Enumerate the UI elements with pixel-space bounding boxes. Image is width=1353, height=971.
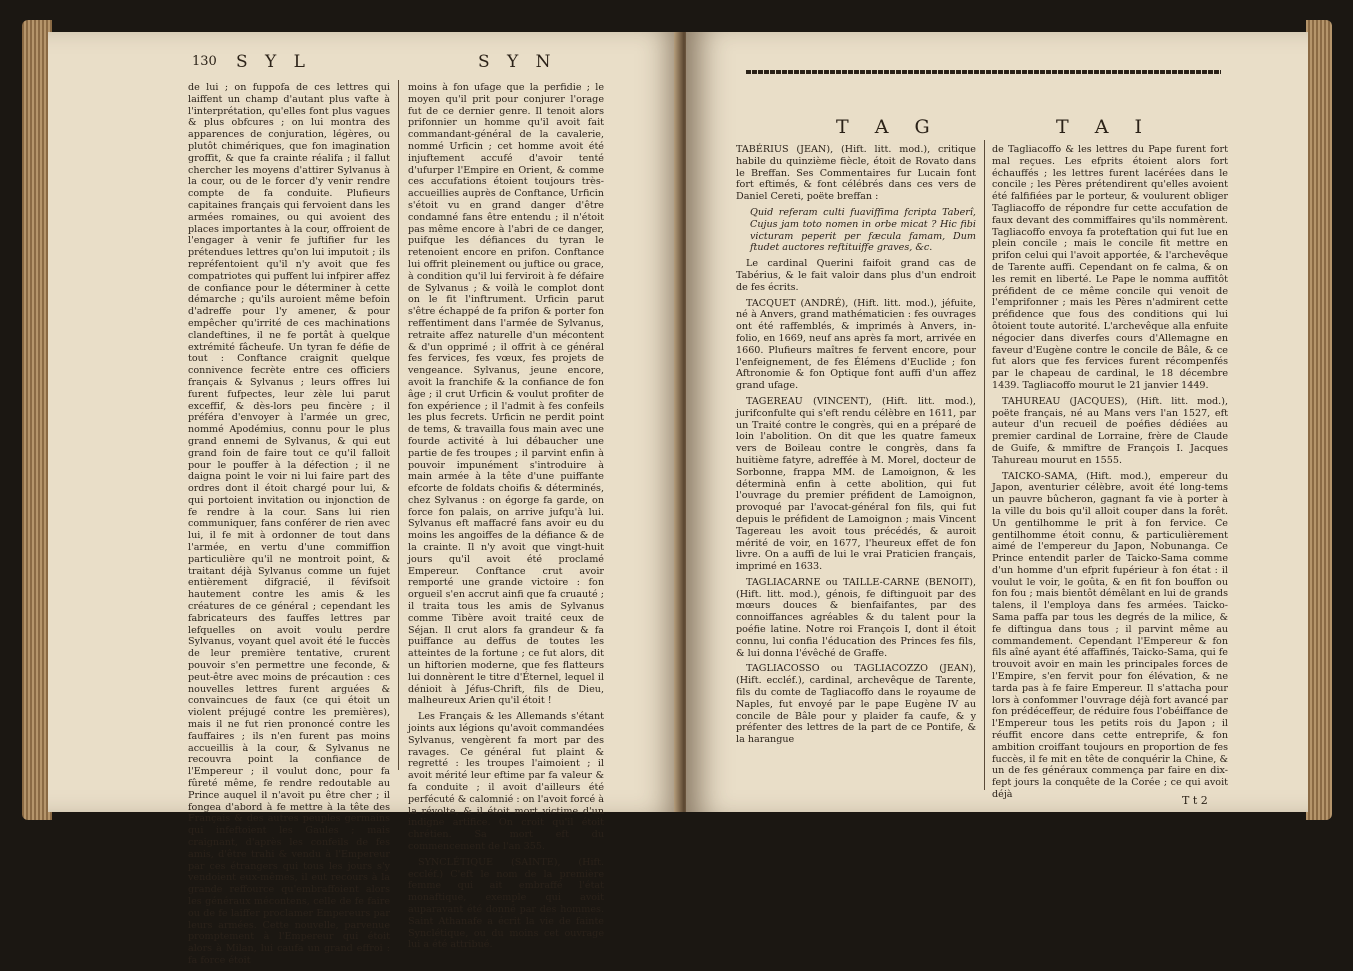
- signature-mark: T t 2: [1182, 794, 1208, 807]
- entry-tagliacarne: TAGLIACARNE ou TAILLE-CARNE (BENOIT), (Hift. litt. mod.), génois, fe diftinguoit par des mœurs douces & bienfaifantes, par des connoiffances agréables & du talent pour la poéfie latine. Notre roi François I, dont il étoit connu, lui confia l'éducation des Princes fes fils, & lui donna l'évêché de Graffe.: [736, 576, 976, 659]
- column-divider: [984, 140, 985, 790]
- paragraph: moins à fon ufage que la perfidie ; le moyen qu'il prit pour conjurer l'orage fut de ce dernier genre. Il tenoit alors prifonnier un homme qu'il avoit fait commandant-général de la cavalerie, nommé Urficin ; cet homme avoit été injuftement accufé d'avoir tenté d'ufurper l'Empire en Orient, & comme ces accufations étoient toujours très-accueillies auprès de Conftance, Urficin s'étoit vu en grand danger d'être condamné fans être entendu ; il n'étoit pas même encore à l'abri de ce danger, puifque les défiances du tyran le retenoient encore en prifon. Conftance lui offrit pleinement ou juftice ou grace, à condition qu'il lui ferviroit à fe défaire de Sylvanus ; & voilà le complot dont on le fit l'inftrument. Urficin parut s'être échappé de fa prifon & porter fon reffentiment dans l'armée de Sylvanus, retraite affez naturelle d'un mécontent & d'un opprimé ; il offrit à ce général fes fervices, fes vœux, fes projets de vengeance. Sylvanus, jeune encore, avoit la franchife & la confiance de fon âge ; il crut Urficin & voulut profiter de fon expérience ; il l'admit à fes confeils les plus fecrets. Urficin ne perdit point de tems, & travailla fous main avec une fourde activité à lui débaucher une partie de fes troupes ; il parvint enfin à pouvoir impunément s'introduire à main armée à la tête d'une puiffante efcorte de foldats choifis & déterminés, chez Sylvanus : on égorge fa garde, on force fon palais, on arrive jufqu'à lui. Sylvanus eft maffacré fans avoir eu du moins les angoiffes de la défiance & de la crainte. Il n'y avoit que vingt-huit jours qu'il avoit été proclamé Empereur. Conftance crut avoir remporté une grande victoire : fon orgueil s'en accrut ainfi que fa cruauté ; il traita tous les amis de Sylvanus comme Tibère avoit traité ceux de Séjan. Il crut alors fa grandeur & fa puiffance au deffus de toutes les atteintes de la fortune ; ce fut alors, dit un hiftorien moderne, que fes flatteurs lui donnèrent le titre d'Éternel, lequel il dénioit à Jéfus-Chrift, fils de Dieu, malheureux Arien qu'il étoit !: [408, 82, 604, 707]
- paragraph: de Tagliacoffo & les lettres du Pape furent fort mal reçues. Les efprits étoient alors fort échauffés ; les lettres furent lacérées dans le concile ; les Pères prétendirent qu'elles avoient été falfifiées par le porteur, & voulurent obliger Tagliacoffo de répondre fur cette accufation de faux devant des commiffaires qu'ils nommèrent. Tagliacoffo envoya fa proteftation qui fut lue en plein concile ; mais le concile fit mettre en prifon celui qui l'avoit apportée, & l'archevêque de Tarente auffi. Cependant on fe calma, & on les remit en liberté. Le Pape le nomma auffitôt préfident de ce même concile qui venoit de l'emprifonner ; mais les Pères n'admirent cette préfidence que fous des conditions qui lui ôtoient toute autorité. L'archevêque alla enfuite négocier dans diverfes cours d'Allemagne en faveur d'Eugène contre le concile de Bâle, & ce fut alors que fes fervices furent récompenfés par le chapeau de cardinal, le 18 décembre 1439. Tagliacoffo mourut le 21 janvier 1449.: [992, 144, 1228, 391]
- header-rule: [746, 70, 1221, 74]
- entry-tagliacosso: TAGLIACOSSO ou TAGLIACOZZO (JEAN), (Hift. eccléf.), cardinal, archevêque de Tarente, fils du comte de Tagliacoffo dans le royaume de Naples, fut envoyé par le pape Eugène IV au concile de Bâle pour y plaider fa caufe, & y préfenter des lettres de la part de ce Pontife, & la harangue: [736, 663, 976, 746]
- right-page-column-1: [736, 144, 976, 750]
- open-book: [22, 12, 1332, 966]
- heading-tag: T A G: [836, 116, 940, 138]
- entry-tagereau: TAGEREAU (VINCENT), (Hift. litt. mod.), jurifconfulte qui s'eft rendu célèbre en 1611, par un Traité contre le congrès, qui en a préparé de loin l'abolition. On dit que les quatre fameux vers de Boileau contre le congrès, dans fa huitième fatyre, adreffée à M. Morel, docteur de Sorbonne, frappa MM. de Lamoignon, & les déterminà enfin à cette abolition, qui fut l'ouvrage du premier préfident de Lamoignon, provoqué par l'avocat-général fon fils, qui fut depuis le préfident de Lamoignon ; mais Vincent Tagereau les avoit tous précédés, & auroit mérité de voir, en 1677, l'heureux effet de fon livre. On a auffi de lui le vrai Praticien français, imprimé en 1633.: [736, 395, 976, 573]
- entry-synclétique: SYNCLÉTIQUE (SAINTE), (Hift. eccléf.) C'eft le nom de la première femme qui ait embraffé l'état monaftique, exemple qui avoit auparavant été donné par des hommes. Saint Athanafe a écrit la vie de fainte Synclétique, ou du moins cet ouvrage lui a été attribué.: [408, 856, 604, 951]
- column-divider: [398, 80, 399, 770]
- right-page-column-2: [992, 144, 1228, 805]
- entry-taberius: TABÉRIUS (JEAN), (Hift. litt. mod.), critique habile du quinzième fiècle, étoit de Rovato dans le Breffan. Ses Commentaires fur Lucain font fort eftimés, & font célébrés dans ces vers de Daniel Cereti, poëte breffan :: [736, 144, 976, 203]
- left-page: [48, 32, 684, 966]
- running-head-right: S Y N: [478, 52, 557, 72]
- entry-taicko-sama: TAICKO-SAMA, (Hift. mod.), empereur du Japon, aventurier célèbre, avoit été long-tems un pauvre bûcheron, gagnant fa vie à porter à la ville du bois qu'il alloit couper dans la forêt. Un gentilhomme le prit à fon fervice. Ce gentilhomme étoit connu, & particulièrement aimé de l'empereur du Japon, Nobunanga. Ce Prince entendit parler de Taicko-Sama comme d'un homme d'un efprit fupérieur à fon état : il voulut le voir, le goûta, & en fit fon bouffon ou fon fou ; mais bientôt démêlant en lui de grands talens, il l'employa dans fes armées. Taicko-Sama paffa par tous les degrés de la milice, & fe diftingua dans tous ; il parvint même au commandement. Cependant l'Empereur & fon fils aîné ayant été affaffinés, Taicko-Sama, qui fe trouvoit avoir en main les principales forces de l'Empire, s'en fervit pour fon élévation, & ne tarda pas à fe faire Empereur. Il s'attacha pour lors à confommer l'ouvrage déjà fort avancé par fon prédéceffeur, de réduire fous l'obéiffance de l'Empereur tous les petits rois du Japon ; il réuffit encore dans cette entreprife, & fon ambition croiffant toujours en proportion de fes fuccès, il fe mit en tête de conquérir la Chine, & un de fes généraux commença par faire en dix-fept jours la conquête de la Corée ; ce qui avoit déjà: [992, 470, 1228, 801]
- latin-verse: Quid referam culti fuaviffima fcripta Taberî, Cujus jam toto nomen in orbe micat ? Hic fibi victuram peperit per fæcula famam, Dum ftudet auctores reftituiffe graves, &c.: [750, 206, 976, 254]
- running-head-left: S Y L: [236, 52, 311, 72]
- left-page-column-1: [188, 82, 390, 971]
- right-page-edges: [1306, 20, 1332, 820]
- right-page: [686, 32, 1308, 812]
- heading-tai: T A I: [1056, 116, 1152, 138]
- paragraph: Les Français & les Allemands s'étant joints aux légions qu'avoit commandées Sylvanus, vengèrent fa mort par des ravages. Ce général fut plaint & regretté : les troupes l'aimoient ; il avoit mérité leur eftime par fa valeur & fa conduite ; il avoit d'ailleurs été perfécuté & calomnié : on l'avoit forcé à la révolte, & il étoit mort victime d'un indigne artifice. On croit qu'il étoit chrétien. Sa mort eft du commencement de l'an 355.: [408, 711, 604, 852]
- page-number: 130: [192, 54, 217, 69]
- paragraph: de lui ; on fuppofa de ces lettres qui laiffent un champ d'autant plus vafte à l'interprétation, qu'elles font plus vagues & plus obfcures ; on lui montra des apparences de conjuration, légères, ou plutôt chimériques, que fon imagination groffit, & que fa crainte réalifa ; il fallut chercher les moyens d'attirer Sylvanus à la cour, ou de le forcer d'y venir rendre compte de fa conduite. Plufieurs capitaines français qui fervoient dans les armées romaines, ou qui avoient des places importantes à la cour, offroient de l'engager à venir fe juftifier fur les prétendues lettres qu'on lui imputoit ; ils repréfentoient qu'il n'y avoit que fes compatriotes qui puffent lui infpirer affez de confiance pour le déterminer à cette démarche ; qu'ils auroient même befoin d'adreffe pour l'y amener, & pour empêcher qu'irrité de ces machinations clandeftines, il ne fe portât à quelque extrémité fâcheufe. Un tyran fe défie de tout : Conftance craignit quelque connivence fecrète entre ces officiers français & Sylvanus ; leurs offres lui furent fufpectes, leur zèle lui parut exceffif, & dès-lors peu fincère ; il préféra d'envoyer à l'armée un grec, nommé Apodémius, connu pour le plus grand ennemi de Sylvanus, & qui eut grand foin de faire tout ce qu'il falloit pour le pouffer à la défection ; il ne daigna point le voir ni lui faire part des ordres dont il étoit chargé pour lui, & qui portoient invitation ou injonction de fe rendre à la cour. Sans lui rien communiquer, fans conférer de rien avec lui, il fe mit à ordonner de tout dans l'armée, en vertu d'une commiffion particulière qu'il ne montroit point, & traitant déjà Sylvanus comme un fujet entièrement difgracié, il févifsoit hautement contre les amis & les créatures de ce général ; cependant les fabricateurs des fauffes lettres par lefquelles on avoit voulu perdre Sylvanus, voyant quel avoit été le fuccès de leur première tentative, crurent pouvoir s'en permettre une feconde, & peut-être avec moins de précaution : ces nouvelles lettres furent arguées & convaincues de faux (ce qui étoit un violent préjugé contre les premières), mais il ne fut rien prononcé contre les fauffaires ; ils n'en furent pas moins accueillis à la cour, & Sylvanus ne recouvra point la confiance de l'Empereur ; il voulut donc, pour fa fûreté même, fe rendre redoutable au Prince auquel il n'avoit pu être cher ; il fongea d'abord à fe mettre à la tête des Français & des autres peuples germains qui infeftoient les Gaules ; mais craignant, d'après les confeils de fes amis, d'être trahi & vendu à l'Empereur par ces étrangers qui tous les jours s'y vendoient eux-mêmes, il eut recours à la grande reffource qu'embraffoient alors les généraux mécontens, celle de fe faire ou de fe laiffer proclamer Empereurs par leurs armées. Cette nouvelle, parvenue promptement à l'Empereur qui étoit alors à Milan, lui caufa un grand effroi : fa force étoit: [188, 82, 390, 966]
- paragraph: Le cardinal Querini faifoit grand cas de Tabérius, & le fait valoir dans plus d'un endroit de fes écrits.: [736, 258, 976, 293]
- entry-tacquet: TACQUET (ANDRÉ), (Hift. litt. mod.), jéfuite, né à Anvers, grand mathématicien : fes ouvrages ont été raffemblés, & imprimés à Anvers, in-folio, en 1669, neuf ans après fa mort, arrivée en 1660. Plufieurs maîtres fe fervent encore, pour l'enfeignement, de fes Élémens d'Euclide ; fon Aftronomie & fon Optique font auffi d'un affez grand ufage.: [736, 297, 976, 392]
- entry-tahureau: TAHUREAU (JACQUES), (Hift. litt. mod.), poëte français, né au Mans vers l'an 1527, eft auteur d'un recueil de poéfies dédiées au premier cardinal de Lorraine, frère de Claude de Guife, & mmiftre de François I. Jacques Tahureau mourut en 1555.: [992, 395, 1228, 466]
- left-page-column-2: [408, 82, 604, 955]
